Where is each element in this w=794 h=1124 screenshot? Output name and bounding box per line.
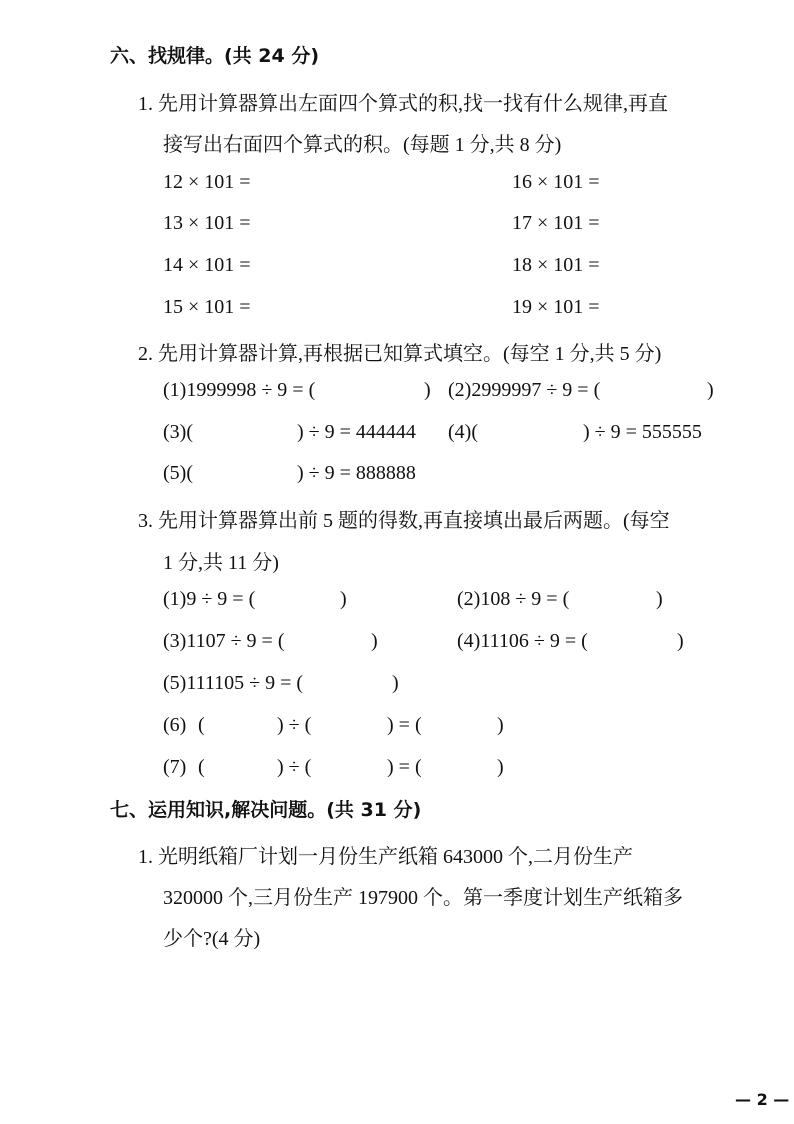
q3-item-6-part: ( xyxy=(198,714,205,736)
q2-item-1: (1)1999998 ÷ 9 = ( xyxy=(163,379,316,401)
q1-right-expression: 16 × 101 = xyxy=(512,171,600,193)
s7-q1-line3: 少个?(4 分) xyxy=(163,928,261,950)
q3-item-7-part: ) ÷ ( xyxy=(277,756,312,778)
q3-item-6-part: ) = ( xyxy=(387,714,422,736)
q1-left-expression: 15 × 101 = xyxy=(163,296,251,318)
q3-item-3: (3)1107 ÷ 9 = ( xyxy=(163,630,285,652)
q3-item-2-close: ) xyxy=(656,588,663,610)
q2-item-3-rest: ) ÷ 9 = 444444 xyxy=(297,421,416,443)
q3-item-6-label: (6) xyxy=(163,714,187,736)
q2-item-3: (3)( xyxy=(163,421,193,443)
q2-item-2: (2)2999997 ÷ 9 = ( xyxy=(448,379,601,401)
s7-q1-line1: 1. 光明纸箱厂计划一月份生产纸箱 643000 个,二月份生产 xyxy=(138,846,633,868)
q3-text-line2: 1 分,共 11 分) xyxy=(163,552,279,574)
q1-right-expression: 18 × 101 = xyxy=(512,254,600,276)
q3-item-7-part: ( xyxy=(198,756,205,778)
q1-left-expression: 14 × 101 = xyxy=(163,254,251,276)
q2-item-4: (4)( xyxy=(448,421,478,443)
q3-item-5-close: ) xyxy=(392,672,399,694)
q3-item-7-label: (7) xyxy=(163,756,187,778)
q2-item-4-rest: ) ÷ 9 = 555555 xyxy=(583,421,702,443)
q3-item-6-part: ) ÷ ( xyxy=(277,714,312,736)
q3-item-1-close: ) xyxy=(340,588,347,610)
q1-text-line1: 1. 先用计算器算出左面四个算式的积,找一找有什么规律,再直 xyxy=(138,93,668,115)
q1-left-expression: 12 × 101 = xyxy=(163,171,251,193)
page-number: — 2 — xyxy=(735,1090,790,1109)
section-6-title: 六、找规律。(共 24 分) xyxy=(110,45,320,67)
q1-text-line2: 接写出右面四个算式的积。(每题 1 分,共 8 分) xyxy=(163,134,562,156)
q3-item-5: (5)111105 ÷ 9 = ( xyxy=(163,672,304,694)
q3-item-1: (1)9 ÷ 9 = ( xyxy=(163,588,256,610)
q3-item-7-part: ) = ( xyxy=(387,756,422,778)
q1-right-expression: 19 × 101 = xyxy=(512,296,600,318)
q3-item-6-part: ) xyxy=(497,714,504,736)
s7-q1-line2: 320000 个,三月份生产 197900 个。第一季度计划生产纸箱多 xyxy=(163,887,683,909)
q2-item-2-close: ) xyxy=(707,379,714,401)
q3-text-line1: 3. 先用计算器算出前 5 题的得数,再直接填出最后两题。(每空 xyxy=(138,510,670,532)
q2-item-5-rest: ) ÷ 9 = 888888 xyxy=(297,462,416,484)
q1-left-expression: 13 × 101 = xyxy=(163,212,251,234)
q2-text-line1: 2. 先用计算器计算,再根据已知算式填空。(每空 1 分,共 5 分) xyxy=(138,343,662,365)
q3-item-2: (2)108 ÷ 9 = ( xyxy=(457,588,570,610)
q3-item-4: (4)11106 ÷ 9 = ( xyxy=(457,630,588,652)
q1-right-expression: 17 × 101 = xyxy=(512,212,600,234)
q3-item-4-close: ) xyxy=(677,630,684,652)
q2-item-1-close: ) xyxy=(424,379,431,401)
section-7-title: 七、运用知识,解决问题。(共 31 分) xyxy=(110,799,422,821)
q2-item-5: (5)( xyxy=(163,462,193,484)
q3-item-7-part: ) xyxy=(497,756,504,778)
q3-item-3-close: ) xyxy=(371,630,378,652)
